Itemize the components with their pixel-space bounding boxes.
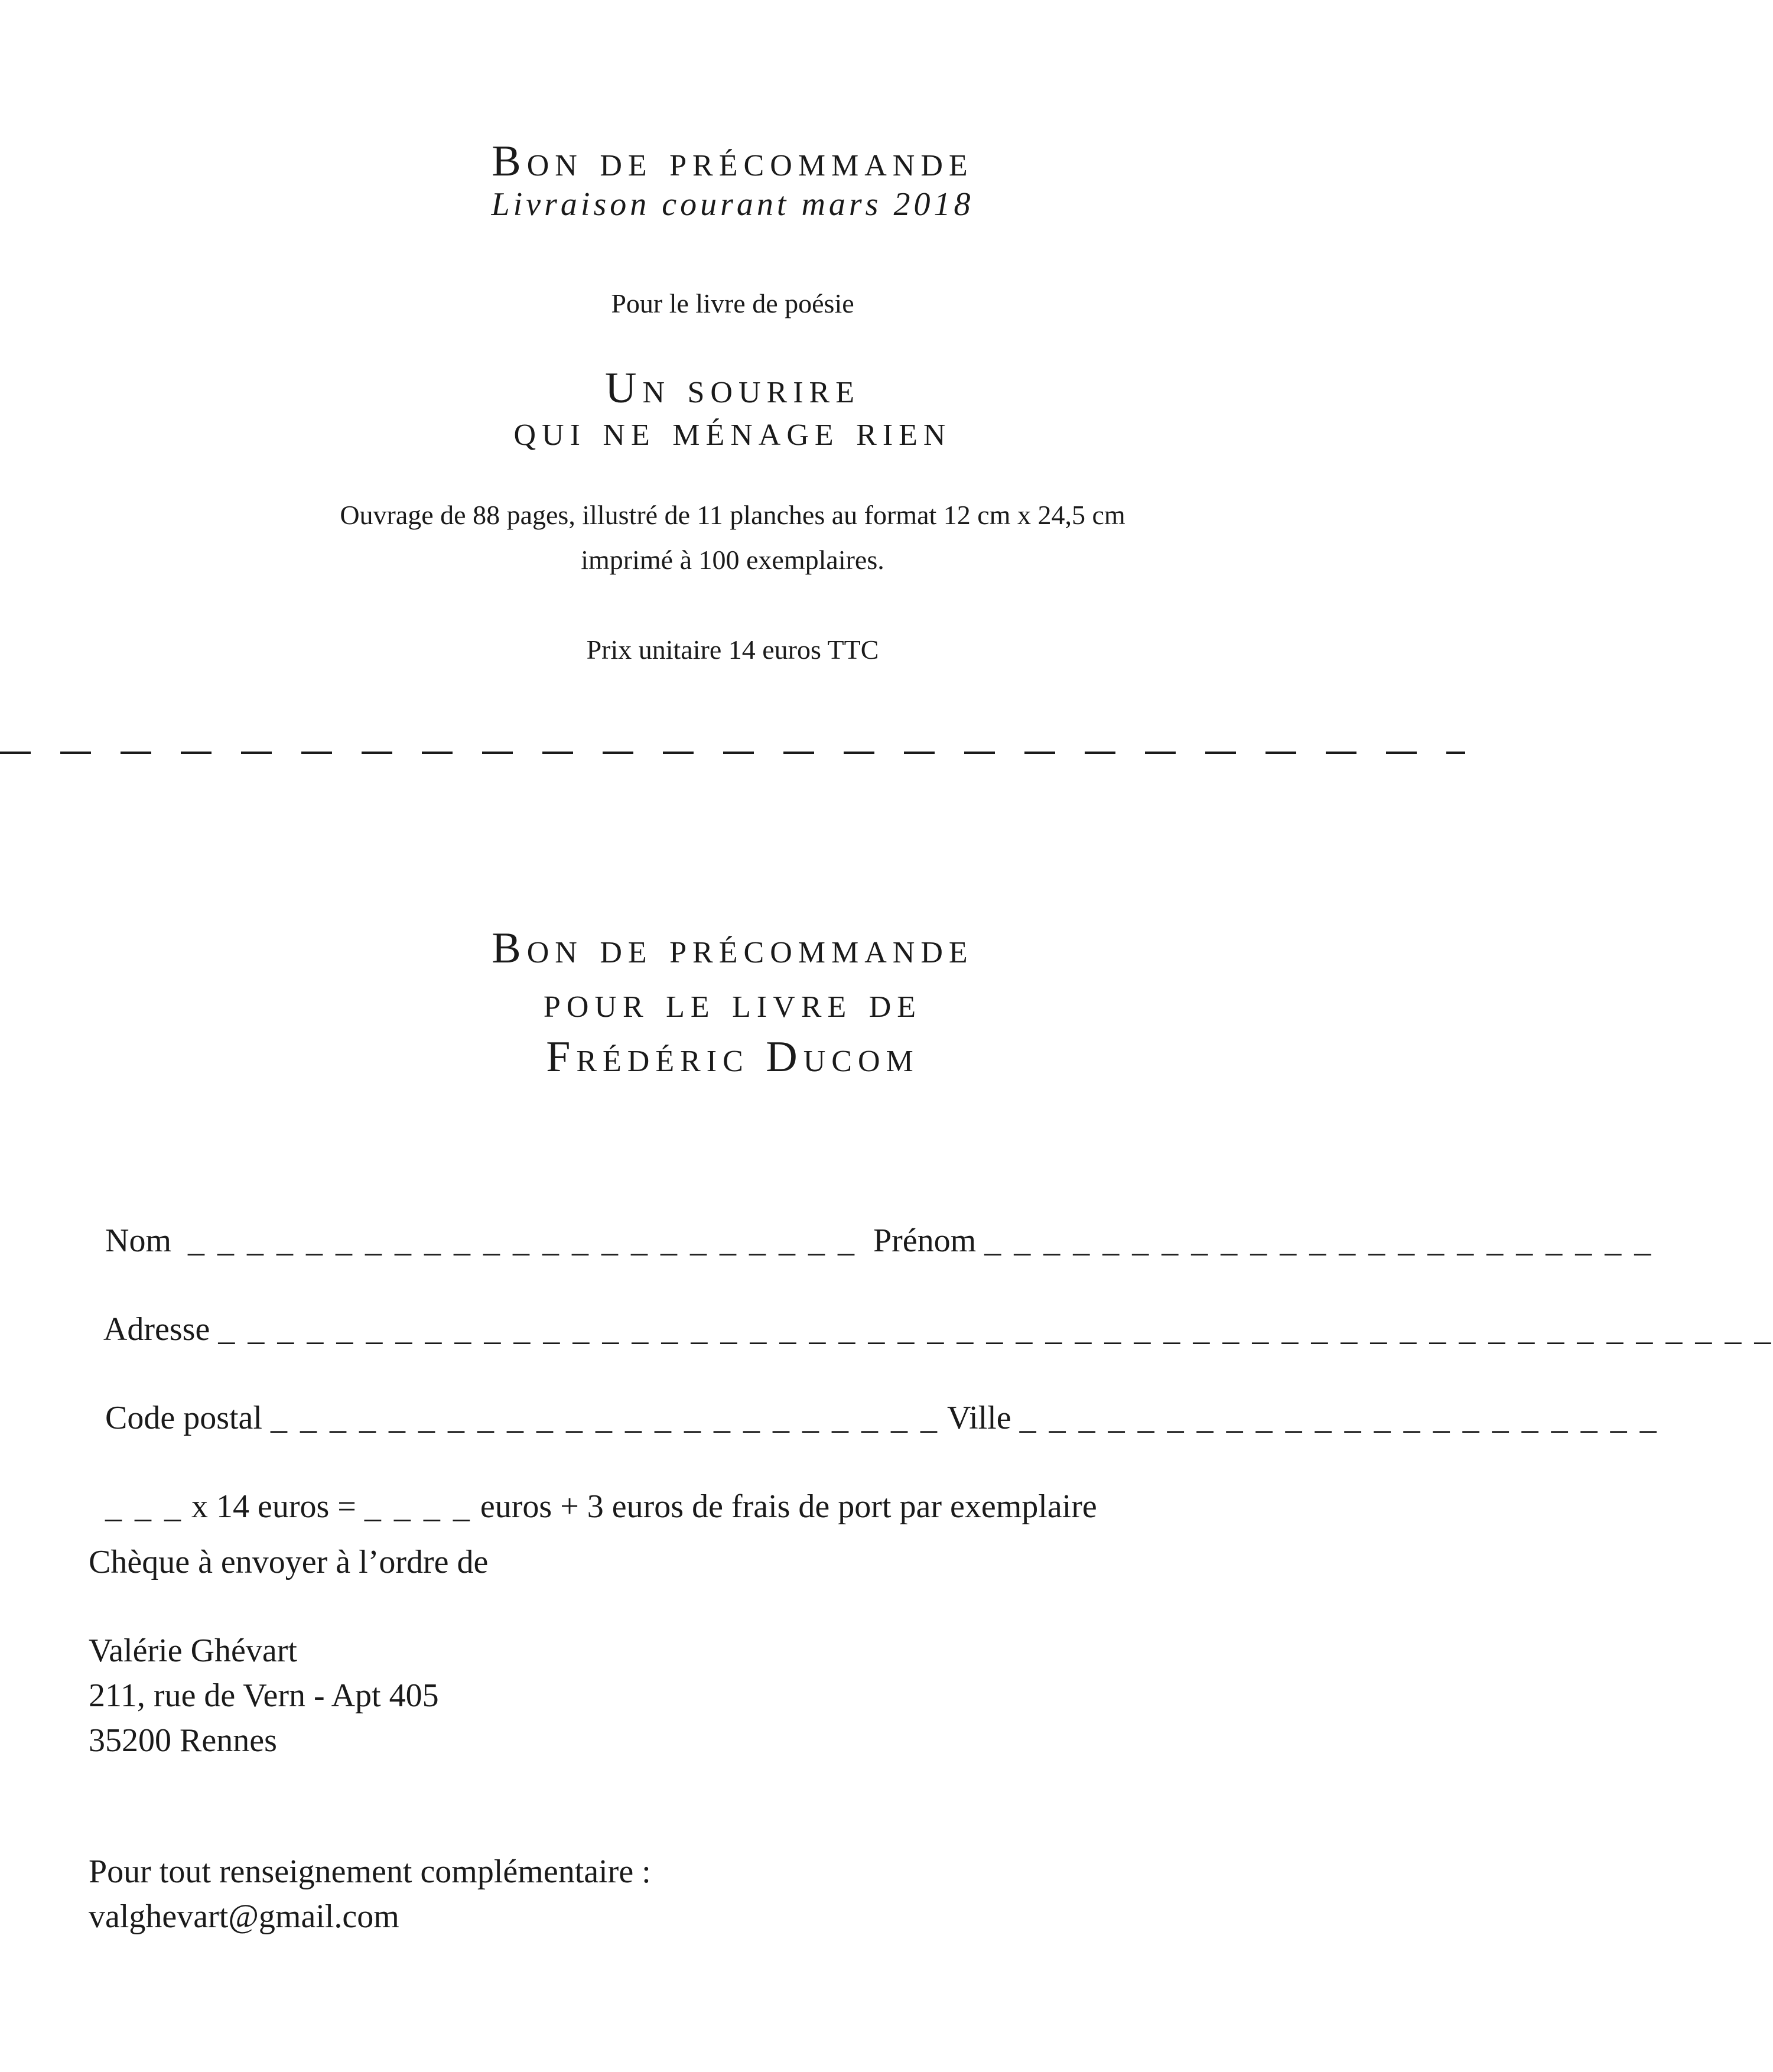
cut-line-divider [0,733,1465,768]
quantity-field[interactable]: _ _ _ [105,1488,183,1525]
ville-label: Ville [946,1400,1011,1436]
name-row [89,1191,1653,1257]
top-intro: Pour le livre de poésie [611,288,854,318]
nom-field[interactable]: _ _ _ _ _ _ _ _ _ _ _ _ _ _ _ _ _ _ _ _ _ _ _ [188,1222,857,1259]
quantity-row [89,1457,1097,1523]
quantity-text: x 14 euros = [191,1488,356,1525]
form-title-line3: Frédéric Ducom [546,1033,919,1081]
top-subtitle: Livraison courant mars 2018 [491,186,974,223]
total-text: euros + 3 euros de frais de port par exemplaire [480,1488,1097,1525]
adresse-field[interactable]: _ _ _ _ _ _ _ _ _ _ _ _ _ _ _ _ _ _ _ _ _ _ _ _ _ _ _ _ _ _ _ _ _ _ _ _ _ _ _ _ _ _ _ _ _ _ _ _ _ _ _ _ _ [218,1311,1773,1348]
code-postal-label: Code postal [105,1400,262,1436]
top-title: Bon de précommande [492,137,974,186]
adresse-label: Adresse [103,1311,210,1348]
nom-label: Nom [105,1222,171,1259]
ville-field[interactable]: _ _ _ _ _ _ _ _ _ _ _ _ _ _ _ _ _ _ _ _ _ _ [1019,1400,1659,1436]
form-title-line1: Bon de précommande [492,924,974,972]
unit-price: Prix unitaire 14 euros TTC [586,635,879,665]
payee-name: Valérie Ghévart [89,1632,297,1669]
info-text: Pour tout renseignement complémentaire : [89,1853,651,1890]
book-description-line2: imprimé à 100 exemplaires. [581,545,884,575]
postal-row [89,1368,1659,1435]
book-title-line2: qui ne ménage rien [513,406,952,455]
prenom-label: Prénom [873,1222,977,1259]
code-postal-field[interactable]: _ _ _ _ _ _ _ _ _ _ _ _ _ _ _ _ _ _ _ _ _ _ _ [270,1400,939,1436]
form-title-line2: pour le livre de [543,978,922,1027]
cheque-instruction: Chèque à envoyer à l’ordre de [89,1544,489,1580]
total-field[interactable]: _ _ _ _ [364,1488,472,1525]
info-email[interactable]: valghevart@gmail.com [89,1898,399,1935]
address-row [89,1280,1773,1346]
book-title-line1: Un sourire [605,364,860,412]
payee-city: 35200 Rennes [89,1722,277,1759]
book-description-line1: Ouvrage de 88 pages, illustré de 11 planches au format 12 cm x 24,5 cm [340,500,1125,530]
prenom-field[interactable]: _ _ _ _ _ _ _ _ _ _ _ _ _ _ _ _ _ _ _ _ _ _ _ [984,1222,1654,1259]
payee-street: 211, rue de Vern - Apt 405 [89,1677,439,1714]
